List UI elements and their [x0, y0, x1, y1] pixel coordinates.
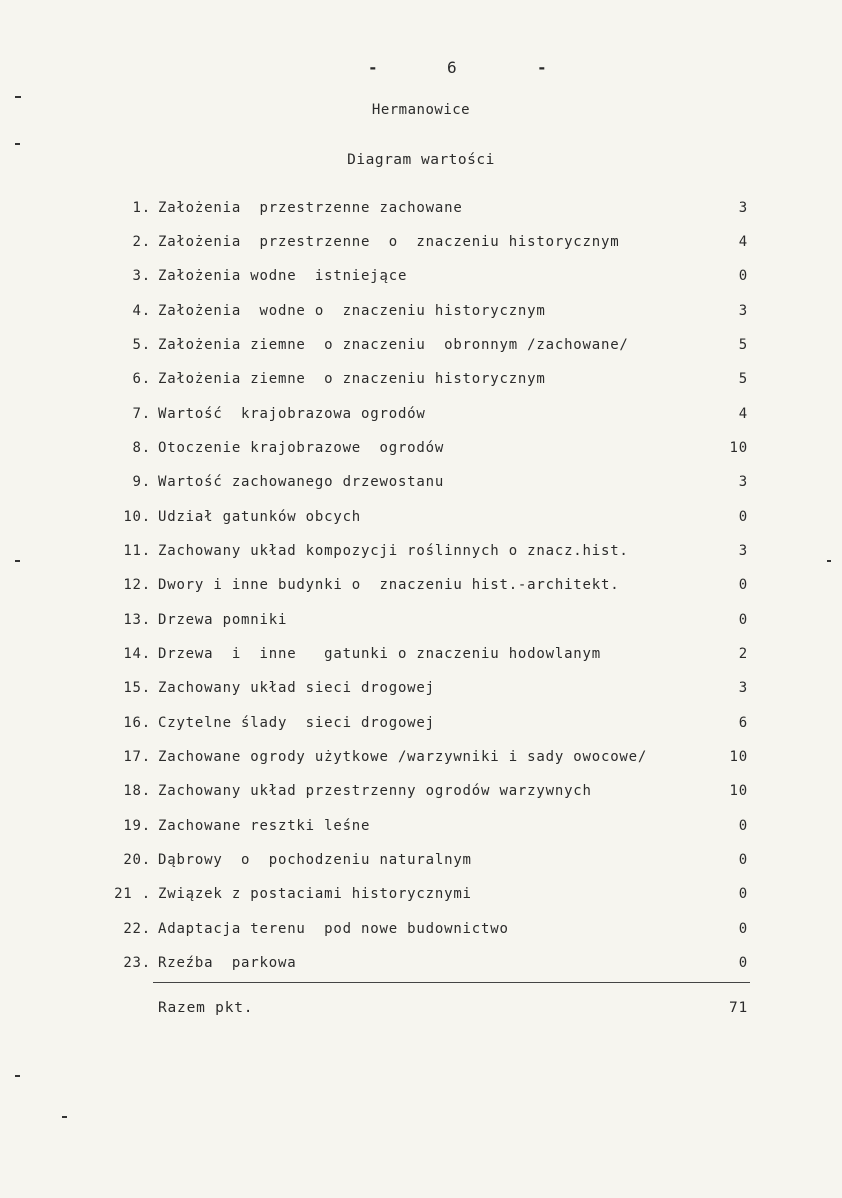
item-value: 4 [738, 406, 748, 422]
list-item [0, 646, 842, 672]
list-item [0, 268, 842, 294]
item-number: 2. [132, 234, 151, 250]
list-item [0, 818, 842, 844]
item-text: Dąbrowy o pochodzeniu naturalnym [158, 852, 472, 868]
list-item [0, 612, 842, 638]
list-item [0, 371, 842, 397]
list-item [0, 200, 842, 226]
list-item [0, 886, 842, 912]
item-number: 1. [132, 200, 151, 216]
item-number: 18. [123, 783, 151, 799]
item-value: 4 [738, 234, 748, 250]
list-item [0, 680, 842, 706]
item-number: 8. [132, 440, 151, 456]
item-number: 5. [132, 337, 151, 353]
item-text: Otoczenie krajobrazowe ogrodów [158, 440, 445, 456]
list-item [0, 715, 842, 741]
page-header [0, 58, 842, 82]
item-value: 3 [738, 543, 748, 559]
item-number: 4. [132, 303, 151, 319]
list-item [0, 543, 842, 569]
list-item [0, 406, 842, 432]
item-text: Założenia wodne o znaczeniu historycznym [158, 303, 546, 319]
item-value: 3 [738, 474, 748, 490]
list-item [0, 303, 842, 329]
item-value: 10 [729, 749, 748, 765]
item-value: 10 [729, 783, 748, 799]
margin-mark [15, 143, 20, 145]
item-value: 0 [738, 886, 748, 902]
item-text: Założenia ziemne o znaczeniu historycznym [158, 371, 546, 387]
list-item [0, 337, 842, 363]
item-text: Drzewa i inne gatunki o znaczeniu hodowlanym [158, 646, 601, 662]
item-text: Założenia przestrzenne zachowane [158, 200, 463, 216]
total-row [0, 1000, 842, 1026]
dash-left: - [368, 58, 378, 77]
item-value: 0 [738, 268, 748, 284]
list-item [0, 474, 842, 500]
list-item [0, 577, 842, 603]
item-text: Drzewa pomniki [158, 612, 288, 628]
item-text: Zachowany układ kompozycji roślinnych o znacz.hist. [158, 543, 629, 559]
total-value: 71 [728, 1000, 748, 1016]
place-name: Hermanowice [371, 102, 471, 118]
item-text: Rzeźba parkowa [158, 955, 297, 971]
item-text: Zachowane resztki leśne [158, 818, 371, 834]
list-item [0, 783, 842, 809]
item-value: 5 [738, 337, 748, 353]
item-value: 3 [738, 303, 748, 319]
diagram-title: Diagram wartości [347, 152, 495, 168]
item-text: Związek z postaciami historycznymi [158, 886, 472, 902]
item-number: 14. [123, 646, 151, 662]
item-value: 2 [738, 646, 748, 662]
item-text: Zachowane ogrody użytkowe /warzywniki i sady owocowe/ [158, 749, 648, 765]
item-number: 9. [132, 474, 151, 490]
item-text: Założenia wodne istniejące [158, 268, 408, 284]
item-number: 6. [132, 371, 151, 387]
item-text: Adaptacja terenu pod nowe budownictwo [158, 921, 509, 937]
item-text: Dwory i inne budynki o znaczeniu hist.-architekt. [158, 577, 620, 593]
item-number: 20. [123, 852, 151, 868]
page-number: 6 [447, 58, 457, 77]
item-number: 23. [123, 955, 151, 971]
list-item [0, 509, 842, 535]
total-label: Razem pkt. [158, 1000, 254, 1016]
item-value: 0 [738, 852, 748, 868]
item-value: 6 [738, 715, 748, 731]
item-value: 5 [738, 371, 748, 387]
item-number: 13. [123, 612, 151, 628]
item-number: 12. [123, 577, 151, 593]
item-value: 10 [729, 440, 748, 456]
item-number: 22. [123, 921, 151, 937]
list-item [0, 234, 842, 260]
item-value: 0 [738, 577, 748, 593]
list-item [0, 440, 842, 466]
list-item [0, 749, 842, 775]
margin-mark [15, 1075, 20, 1077]
item-text: Zachowany układ przestrzenny ogrodów warzywnych [158, 783, 592, 799]
item-text: Założenia przestrzenne o znaczeniu historycznym [158, 234, 620, 250]
item-number: 7. [132, 406, 151, 422]
item-value: 3 [738, 200, 748, 216]
list-item [0, 921, 842, 947]
item-number: 3. [132, 268, 151, 284]
item-text: Czytelne ślady sieci drogowej [158, 715, 435, 731]
list-item [0, 852, 842, 878]
item-text: Udział gatunków obcych [158, 509, 362, 525]
item-value: 3 [738, 680, 748, 696]
item-number: 16. [123, 715, 151, 731]
margin-mark [62, 1116, 67, 1118]
sum-rule [153, 982, 750, 983]
item-value: 0 [738, 818, 748, 834]
item-value: 0 [738, 955, 748, 971]
item-text: Wartość zachowanego drzewostanu [158, 474, 445, 490]
margin-mark [15, 96, 21, 98]
item-value: 0 [738, 921, 748, 937]
dash-right: - [537, 58, 547, 77]
item-text: Założenia ziemne o znaczeniu obronnym /zachowane/ [158, 337, 629, 353]
item-number: 15. [123, 680, 151, 696]
item-value: 0 [738, 612, 748, 628]
item-number: 11. [123, 543, 151, 559]
list-item [0, 955, 842, 981]
item-number: 17. [123, 749, 151, 765]
item-number: 19. [123, 818, 151, 834]
item-value: 0 [738, 509, 748, 525]
item-text: Zachowany układ sieci drogowej [158, 680, 435, 696]
item-number: 10. [123, 509, 151, 525]
item-text: Wartość krajobrazowa ogrodów [158, 406, 426, 422]
item-number: 21 . [114, 886, 151, 902]
